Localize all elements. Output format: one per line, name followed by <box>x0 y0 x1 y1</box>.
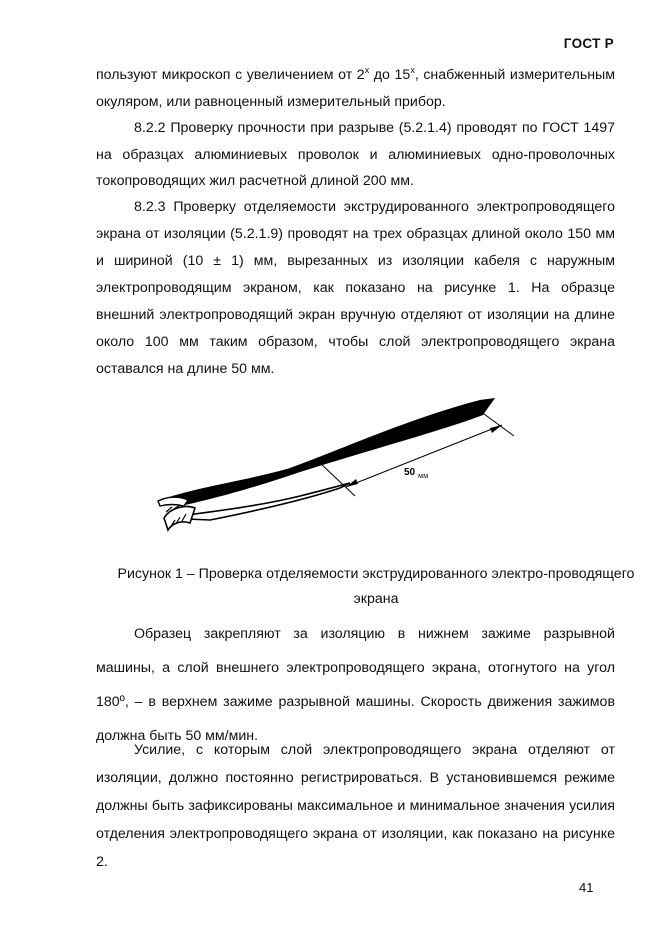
paragraph-1 <box>96 62 615 115</box>
paragraph-clamping <box>96 617 615 753</box>
paragraph-8-2-3 <box>96 194 615 383</box>
paragraph-1-text-b: до 15 <box>369 67 411 83</box>
paragraph-force-recording <box>96 736 615 876</box>
superscript-x-1: х <box>364 65 370 75</box>
paragraph-clamping-text: Образец закрепляют за изоляцию в нижнем зажиме разрывной машины, а слой внешнего электропроводящего экрана, отогнутого на угол 180º, – в верхнем зажиме разрывной машины. Скорость движения зажимов должна быть 50 мм/мин. <box>96 626 615 744</box>
figure-1-caption: Рисунок 1 – Проверка отделяемости экструдированного электро-проводящего экрана <box>117 566 635 607</box>
figure-1-specimen-drawing <box>150 388 530 548</box>
dimension-arrow-right <box>490 425 502 433</box>
superscript-x-2: х <box>410 65 415 75</box>
dimension-unit: мм <box>418 471 429 480</box>
screen-strip-edge <box>158 497 188 506</box>
dimension-value: 50 <box>404 467 416 478</box>
paragraph-8-2-2-text: 8.2.2 Проверку прочности при разрыве (5.2.1.4) проводят по ГОСТ 1497 на образцах алюминиевых проволок и алюминиевых одно-проволочных токопроводящих жил расчетной длиной 200 мм. <box>96 120 615 189</box>
page-number: 41 <box>579 880 594 895</box>
paragraph-1-text-a: пользуют микроскоп с увеличением от 2 <box>96 67 365 83</box>
paragraph-8-2-3-text: 8.2.3 Проверку отделяемости экструдированного электропроводящего экрана от изоляции (5.2.1.9) проводят на трех образцах длиной около 150 мм и шириной (10 ± 1) мм, вырезанных из изоляции кабеля с наружным электропроводящим экраном, как показано на рисунке 1. На образце внешний электропроводящий экран вручную отделяют от изоляции на длине около 100 мм таким образом, чтобы слой электропроводящего экрана оставался на длине 50 мм. <box>96 199 615 377</box>
paragraph-8-2-2 <box>96 115 615 195</box>
paragraph-force-recording-text: Усилие, с которым слой электропроводящего экрана отделяют от изоляции, должно постоянно регистрироваться. В установившемся режиме должны быть зафиксированы максимальное и минимальное значения усилия отделения электропроводящего экрана от изоляции, как показано на рисунке 2. <box>96 742 615 870</box>
paragraph-1-text-c: , снабженный измерительным окуляром, или равноценный измерительный прибор. <box>96 67 615 110</box>
document-header: ГОСТ Р <box>563 36 614 51</box>
